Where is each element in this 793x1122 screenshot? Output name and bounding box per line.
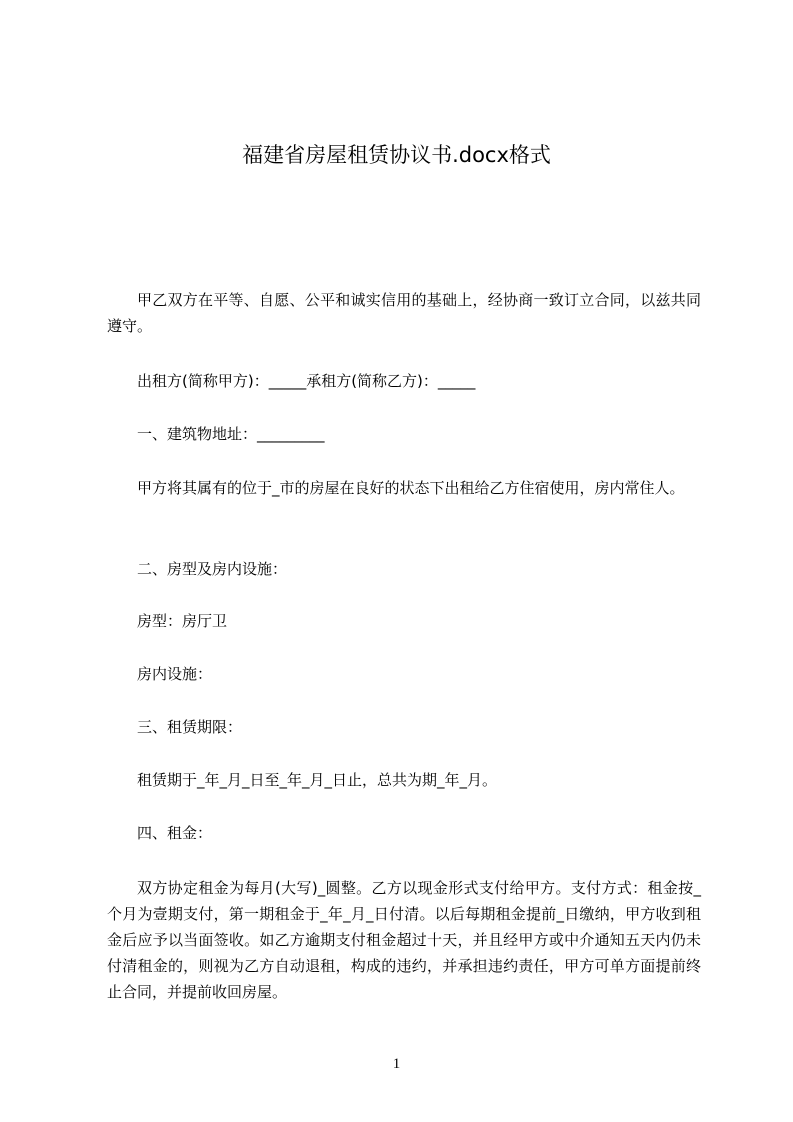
intro-paragraph: 甲乙双方在平等、自愿、公平和诚实信用的基础上，经协商一致订立合同，以兹共同遵守。 xyxy=(107,291,701,335)
section-1-body: 甲方将其属有的位于_市的房屋在良好的状态下出租给乙方住宿使用，房内常住人。 xyxy=(137,479,685,497)
section-3-heading: 三、租赁期限： xyxy=(137,718,243,736)
section-4-heading: 四、租金： xyxy=(137,824,213,842)
section-2-heading: 二、房型及房内设施： xyxy=(137,560,288,578)
rent-terms-paragraph: 双方协定租金为每月(大写)_圆整。乙方以现金形式支付给甲方。支付方式：租金按_个月为壹期支付，第一期租金于_年_月_日付清。以后每期租金提前_日缴纳，甲方收到租金后应予以当面签收。如乙方逾期支付租金超过十天，并且经甲方或中介通知五天内仍未付清租金的，则视为乙方自动退租，构成的违约，并承担违约责任，甲方可单方面提前终止合同，并提前收回房屋。 xyxy=(107,879,701,1001)
lease-term-line: 租赁期于_年_月_日至_年_月_日止，总共为期_年_月。 xyxy=(137,771,498,789)
parties-line: 出租方(简称甲方)：_____承租方(简称乙方)：_____ xyxy=(137,372,476,390)
facilities-line: 房内设施： xyxy=(137,665,213,683)
page-number: 1 xyxy=(392,1056,401,1072)
section-1-heading: 一、建筑物地址：_________ xyxy=(137,425,325,443)
document-title: 福建省房屋租赁协议书.docx格式 xyxy=(242,143,551,167)
room-type-line: 房型：房厅卫 xyxy=(137,612,228,630)
